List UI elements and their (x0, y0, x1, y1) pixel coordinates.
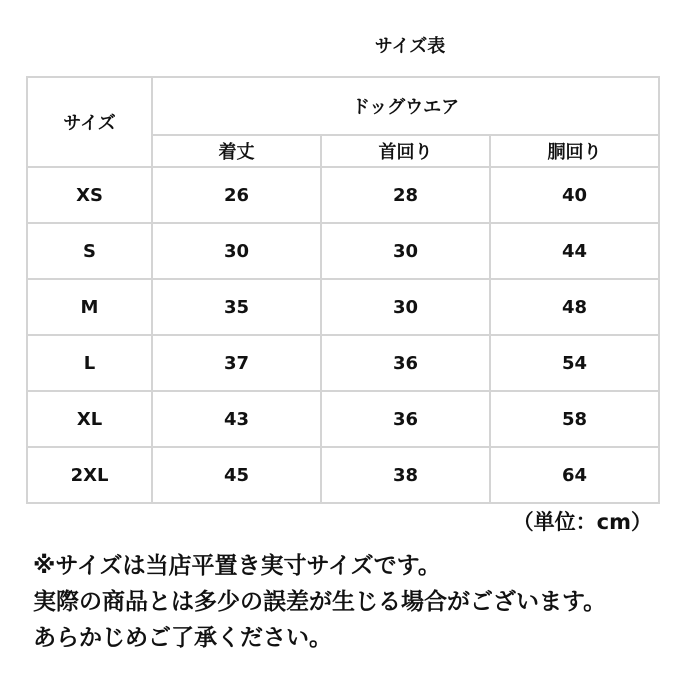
length-cell: 35 (152, 279, 321, 335)
neck-cell: 28 (321, 167, 490, 223)
length-cell: 43 (152, 391, 321, 447)
header-row (27, 77, 659, 135)
size-label-cell: XL (27, 391, 152, 447)
column-header-chest: 胴回り (490, 135, 659, 167)
size-label-cell: XS (27, 167, 152, 223)
size-label-cell: M (27, 279, 152, 335)
column-header-neck: 首回り (321, 135, 490, 167)
neck-cell: 30 (321, 223, 490, 279)
size-label-cell: S (27, 223, 152, 279)
neck-cell: 38 (321, 447, 490, 503)
size-label-cell: 2XL (27, 447, 152, 503)
table-row (27, 279, 659, 335)
length-cell: 45 (152, 447, 321, 503)
chest-cell: 54 (490, 335, 659, 391)
neck-cell: 36 (321, 335, 490, 391)
note-line: 実際の商品とは多少の誤差が生じる場合がございます。 (33, 589, 607, 615)
notes (33, 548, 693, 656)
unit-note: （単位：cm） (512, 510, 652, 534)
size-header-cell: サイズ (27, 77, 152, 167)
length-cell: 26 (152, 167, 321, 223)
chest-cell: 40 (490, 167, 659, 223)
neck-cell: 30 (321, 279, 490, 335)
chest-cell: 64 (490, 447, 659, 503)
chest-cell: 58 (490, 391, 659, 447)
size-label-cell: L (27, 335, 152, 391)
neck-cell: 36 (321, 391, 490, 447)
length-cell: 30 (152, 223, 321, 279)
chest-cell: 44 (490, 223, 659, 279)
chest-cell: 48 (490, 279, 659, 335)
note-line: ※サイズは当店平置き実寸サイズです。 (33, 553, 441, 579)
table-row (27, 447, 659, 503)
table-row (27, 223, 659, 279)
group-header-cell: ドッグウエア (152, 77, 659, 135)
table-row (27, 391, 659, 447)
size-table (26, 76, 660, 504)
note-line: あらかじめご了承ください。 (33, 625, 332, 651)
column-header-length: 着丈 (152, 135, 321, 167)
table-row (27, 335, 659, 391)
table-row (27, 167, 659, 223)
length-cell: 37 (152, 335, 321, 391)
page-title: サイズ表 (374, 36, 446, 57)
